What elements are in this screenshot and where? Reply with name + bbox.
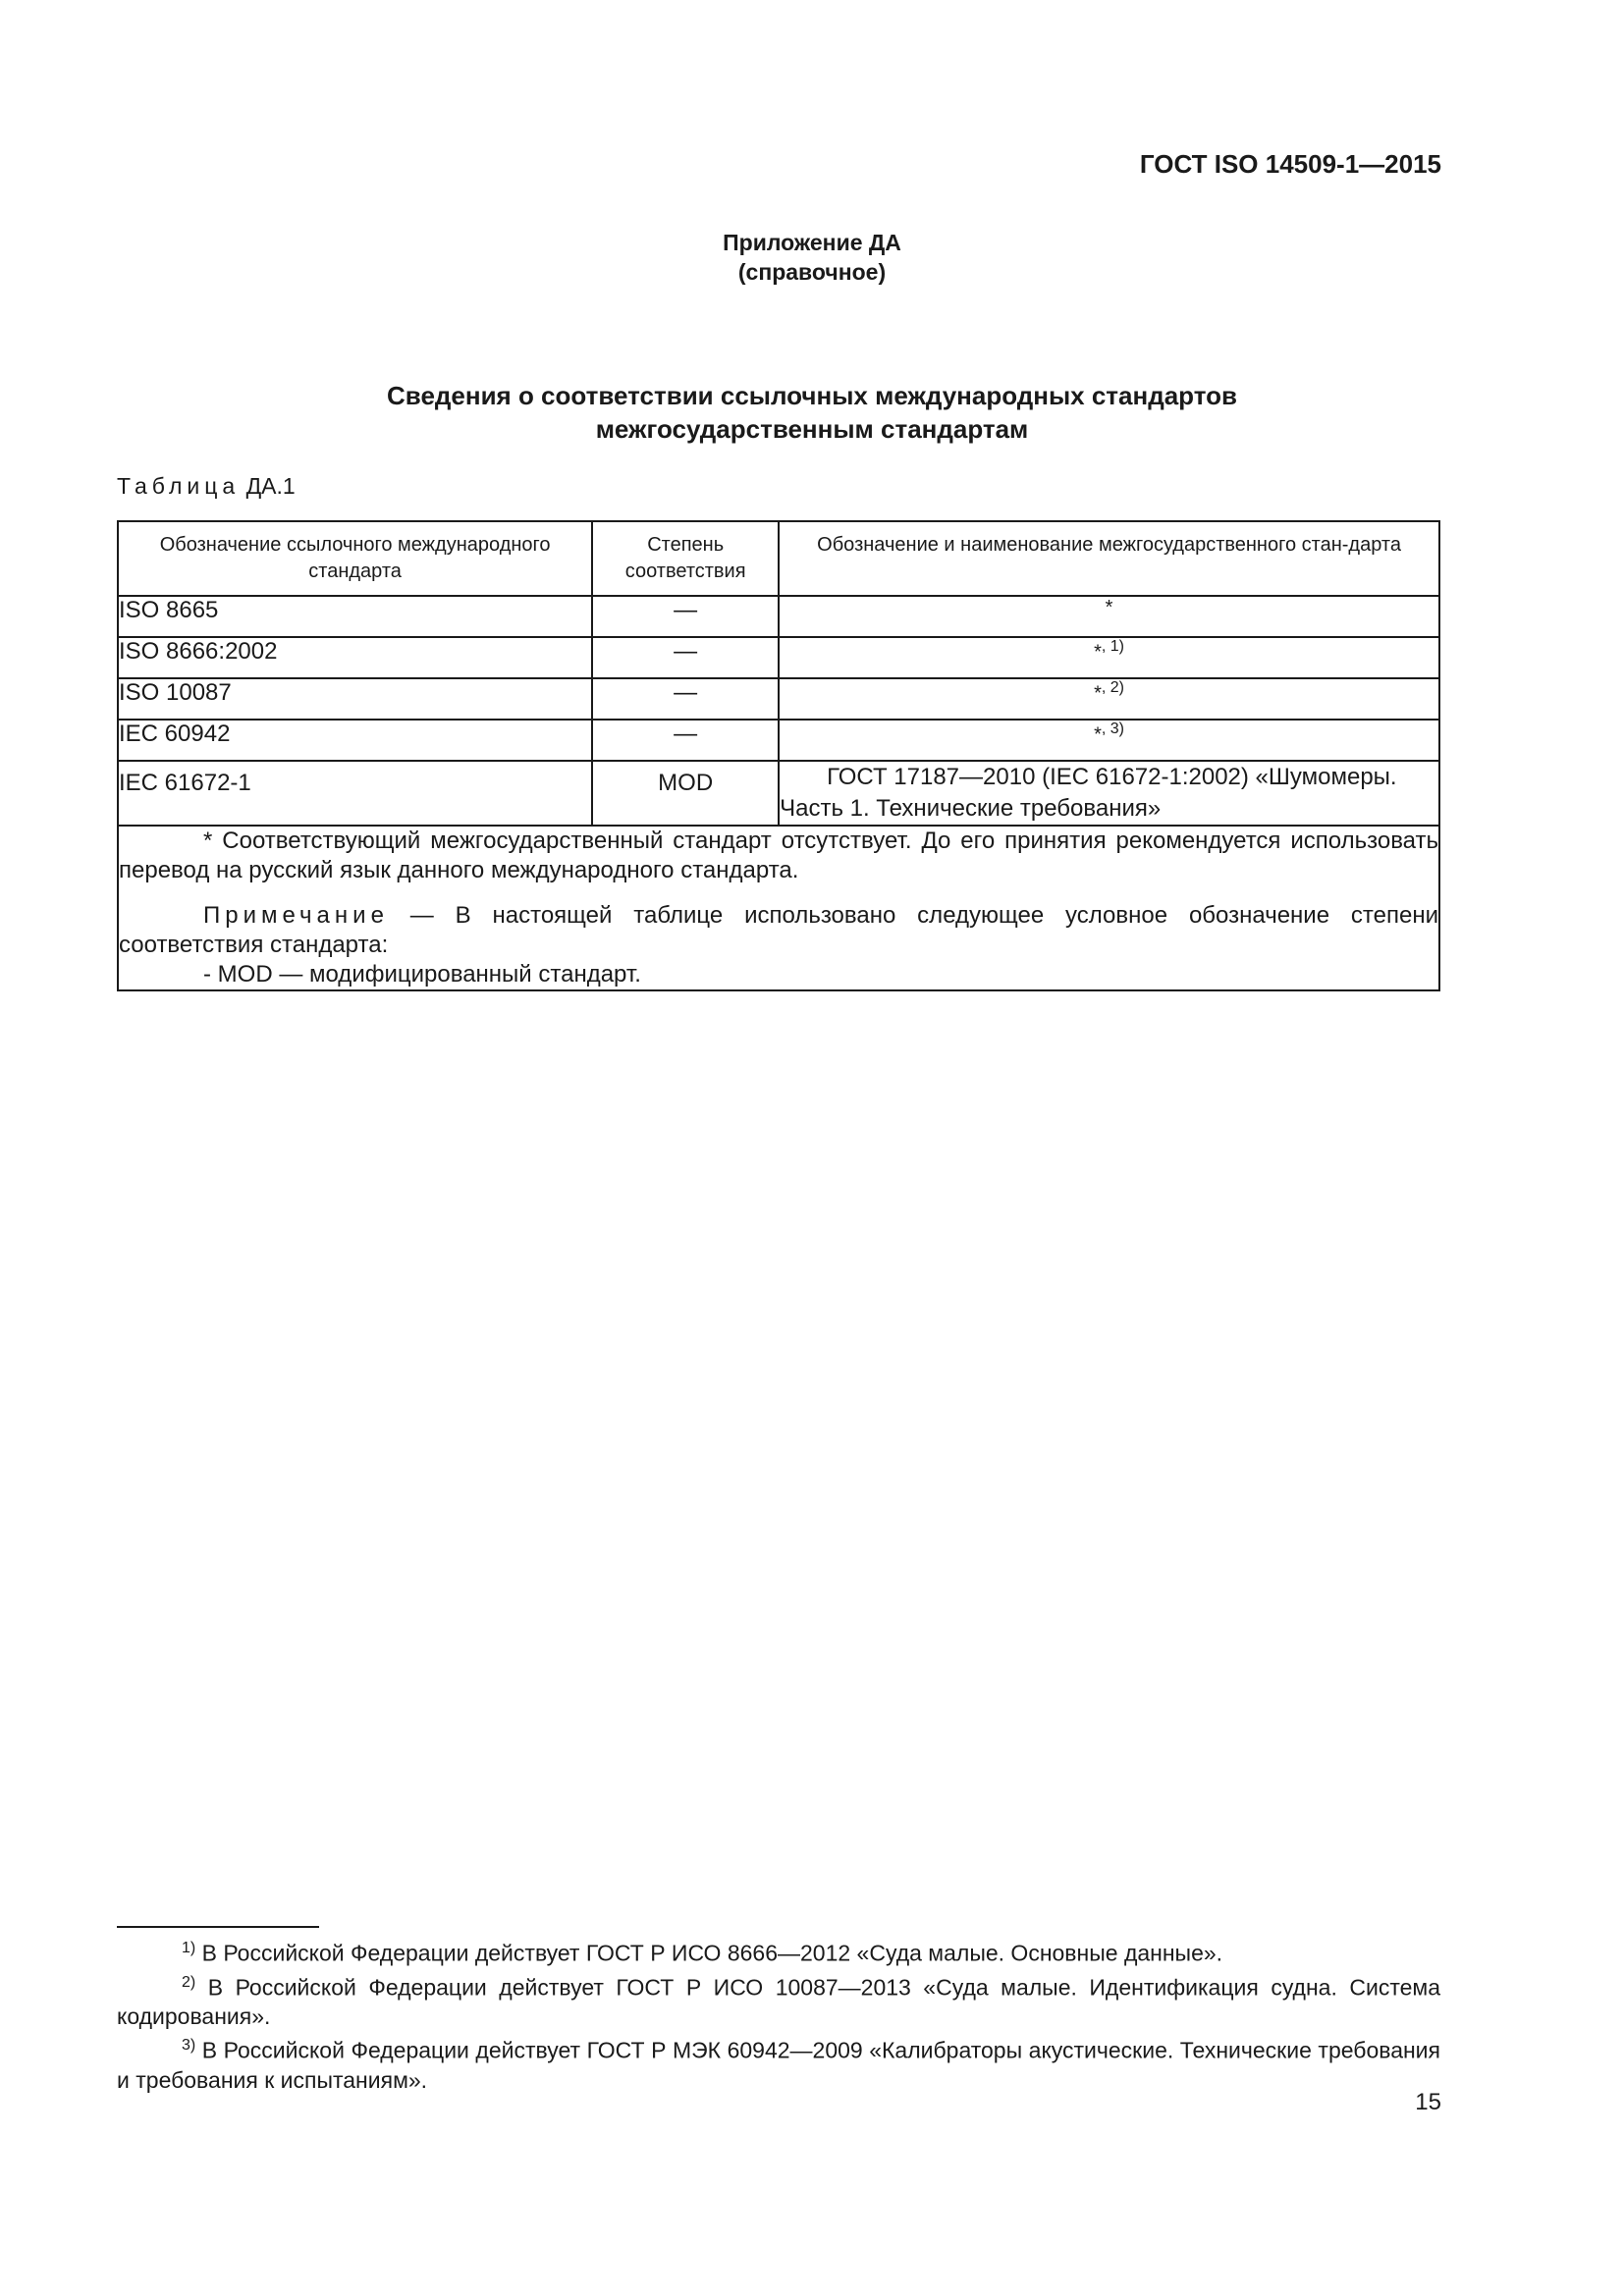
degree-cell: — [592, 596, 779, 637]
table-row [118, 596, 1439, 637]
standard-cell [779, 678, 1439, 720]
table-label-word: Таблица [117, 473, 241, 499]
reference-cell: ISO 10087 [118, 678, 592, 720]
column-header-reference: Обозначение ссылочного международного стандарта [118, 521, 592, 596]
column-header-degree: Степень соответствия [592, 521, 779, 596]
annex-heading [0, 228, 1624, 287]
standard-cell [779, 596, 1439, 637]
note-item: - MOD — модифицированный стандарт. [203, 961, 641, 988]
section-title-line2: межгосударственным стандартам [595, 414, 1029, 444]
table-notes [118, 826, 1439, 990]
reference-cell: IEC 61672-1 [118, 761, 592, 826]
degree-cell: MOD [592, 761, 779, 826]
footnote-number: 1) [182, 1940, 196, 1956]
table-row [118, 761, 1439, 826]
annex-title: Приложение ДА [723, 230, 901, 255]
degree-cell: — [592, 637, 779, 678]
reference-cell: IEC 60942 [118, 720, 592, 761]
absent-mark: * [1105, 597, 1113, 618]
absent-mark: * [1094, 641, 1102, 664]
document-id: ГОСТ ISO 14509-1—2015 [1139, 149, 1441, 179]
standards-table [117, 520, 1440, 991]
footnotes [117, 1934, 1440, 2095]
footnote [117, 2031, 1440, 2095]
footnote-text: В Российской Федерации действует ГОСТ Р ИСО 10087—2013 «Суда малые. Идентификация судна. Система кодирования». [117, 1974, 1440, 2030]
standard-cell: ГОСТ 17187—2010 (IEC 61672-1:2002) «Шумомеры. Часть 1. Технические требования» [779, 761, 1439, 826]
note-text: — В настоящей таблице использовано следующее условное обозначение степени соответствия стандарта: [119, 902, 1438, 958]
note-word: Примечание [203, 902, 389, 929]
degree-cell: — [592, 720, 779, 761]
table-label-number: ДА.1 [245, 473, 296, 499]
absent-standard-note: * Соответствующий межгосударственный стандарт отсутствует. До его принятия рекомендуется использовать перевод на русский язык данного международного стандарта. [119, 828, 1438, 883]
footnote-number: 3) [182, 2037, 196, 2055]
footnote-separator [117, 1926, 319, 1928]
annex-type: (справочное) [737, 259, 887, 285]
standard-cell [779, 637, 1439, 678]
footnote-number: 2) [182, 1973, 196, 1991]
table-notes-row [118, 826, 1439, 990]
reference-cell: ISO 8666:2002 [118, 637, 592, 678]
page-number: 15 [1415, 2089, 1441, 2115]
degree-cell: — [592, 678, 779, 720]
table-row [118, 678, 1439, 720]
footnote-text: В Российской Федерации действует ГОСТ Р МЭК 60942—2009 «Калибраторы акустические. Технические требования и требования к испытаниям». [117, 2037, 1440, 2093]
section-title [0, 379, 1624, 446]
table-row [118, 637, 1439, 678]
reference-cell: ISO 8665 [118, 596, 592, 637]
table-note [119, 901, 1438, 960]
footnote-ref[interactable]: , 1) [1101, 638, 1125, 655]
standard-cell [779, 720, 1439, 761]
footnote [117, 1934, 1440, 1968]
absent-mark: * [1094, 723, 1102, 746]
column-header-standard: Обозначение и наименование межгосударственного стан-дарта [779, 521, 1439, 596]
footnote-text: В Российской Федерации действует ГОСТ Р ИСО 8666—2012 «Суда малые. Основные данные». [195, 1940, 1223, 1966]
absent-mark: * [1094, 682, 1102, 705]
table-row [118, 720, 1439, 761]
footnote [117, 1968, 1440, 2032]
table-header-row [118, 521, 1439, 596]
footnote-ref[interactable]: , 3) [1101, 721, 1125, 737]
table-label [117, 473, 296, 500]
footnote-ref[interactable]: , 2) [1101, 679, 1125, 696]
section-title-line1: Сведения о соответствии ссылочных международных стандартов [387, 381, 1237, 410]
